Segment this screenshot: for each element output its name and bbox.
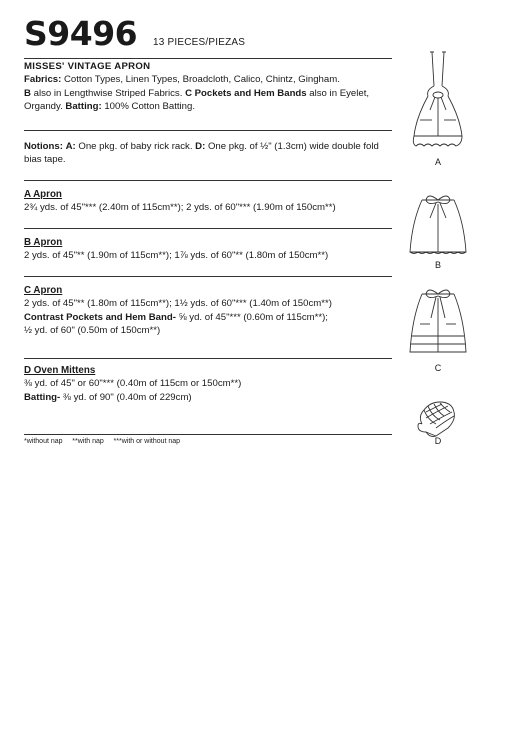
fabrics-text: Cotton Types, Linen Types, Broadcloth, Calico, Chintz, Gingham. xyxy=(64,74,340,86)
view-c-sketch xyxy=(406,286,470,361)
contrast-label: Contrast Pockets and Hem Band- xyxy=(24,311,176,323)
divider-d xyxy=(24,358,392,359)
divider-top xyxy=(24,58,392,59)
fabrics-line xyxy=(24,73,392,86)
view-c-text: also in Eyelet, Organdy. xyxy=(24,87,370,113)
section-c-heading: C Apron xyxy=(24,285,63,296)
nap-footnote xyxy=(24,438,180,445)
view-a-sketch xyxy=(408,48,468,153)
notions-label: Notions: xyxy=(24,141,63,152)
footnote-without-nap: *without nap xyxy=(24,438,63,445)
divider-a xyxy=(24,180,392,181)
section-c-yardage: 2 yds. of 45"** (1.80m of 115cm**); 1½ yds. of 60"*** (1.40m of 150cm**) xyxy=(24,298,332,310)
section-c-contrast xyxy=(24,311,392,324)
view-c-label: C xyxy=(434,363,442,373)
notions-d-text: One pkg. of ½" (1.3cm) wide double fold bias tape. xyxy=(24,141,379,166)
mitten-batting-text: ⅜ yd. of 90" (0.40m of 229cm) xyxy=(62,391,192,403)
section-a-heading: A Apron xyxy=(24,189,62,200)
notions-a-text: One pkg. of baby rick rack. xyxy=(78,141,193,152)
fabrics-block xyxy=(24,60,392,114)
divider-notions xyxy=(24,130,392,131)
footnote-with-nap: **with nap xyxy=(72,438,104,445)
view-c-label: C Pockets and Hem Bands xyxy=(185,87,307,99)
view-a-label: A xyxy=(434,157,441,167)
batting-text: 100% Cotton Batting. xyxy=(104,101,195,113)
notions-a-label: A: xyxy=(65,141,76,152)
view-d-sketch xyxy=(414,398,462,438)
view-b-sketch xyxy=(406,192,470,262)
section-b-yardage: 2 yds. of 45"** (1.90m of 115cm**); 1⅞ yds. of 60"** (1.80m of 150cm**) xyxy=(24,250,329,262)
section-a-apron xyxy=(24,188,392,215)
pattern-title: MISSES' VINTAGE APRON xyxy=(24,61,151,72)
notions-d-label: D: xyxy=(195,141,206,152)
mitten-batting-label: Batting- xyxy=(24,391,61,403)
pattern-number: S9496 xyxy=(24,14,138,53)
section-b-heading: B Apron xyxy=(24,237,63,248)
section-c-apron xyxy=(24,284,392,338)
view-d-label: D xyxy=(434,436,442,446)
batting-label: Batting: xyxy=(65,101,102,113)
view-b-label: B xyxy=(24,87,31,99)
contrast-text: ⅝ yd. of 45"*** (0.60m of 115cm**); xyxy=(178,311,328,323)
piece-count: 13 PIECES/PIEZAS xyxy=(153,37,246,48)
divider-footnote xyxy=(24,434,392,435)
divider-b xyxy=(24,228,392,229)
section-d-batting xyxy=(24,391,392,404)
fabrics-label: Fabrics: xyxy=(24,74,62,86)
section-c-yardage-60: ½ yd. of 60" (0.50m of 150cm**) xyxy=(24,325,161,337)
section-d-yardage: ⅜ yd. of 45" or 60"*** (0.40m of 115cm or 150cm**) xyxy=(24,378,242,390)
section-b-apron xyxy=(24,236,392,263)
variation-fabrics xyxy=(24,87,392,114)
view-b-text: also in Lengthwise Striped Fabrics. xyxy=(33,87,183,99)
section-d-heading: D Oven Mittens xyxy=(24,365,96,376)
section-a-yardage: 2¾ yds. of 45"*** (2.40m of 115cm**); 2 yds. of 60"*** (1.90m of 150cm**) xyxy=(24,202,336,214)
notions-line xyxy=(24,140,392,167)
view-b-label: B xyxy=(434,260,441,270)
section-d-mittens xyxy=(24,364,392,404)
divider-c xyxy=(24,276,392,277)
notions-block xyxy=(24,140,392,167)
footnote-with-or-without-nap: ***with or without nap xyxy=(113,438,181,445)
